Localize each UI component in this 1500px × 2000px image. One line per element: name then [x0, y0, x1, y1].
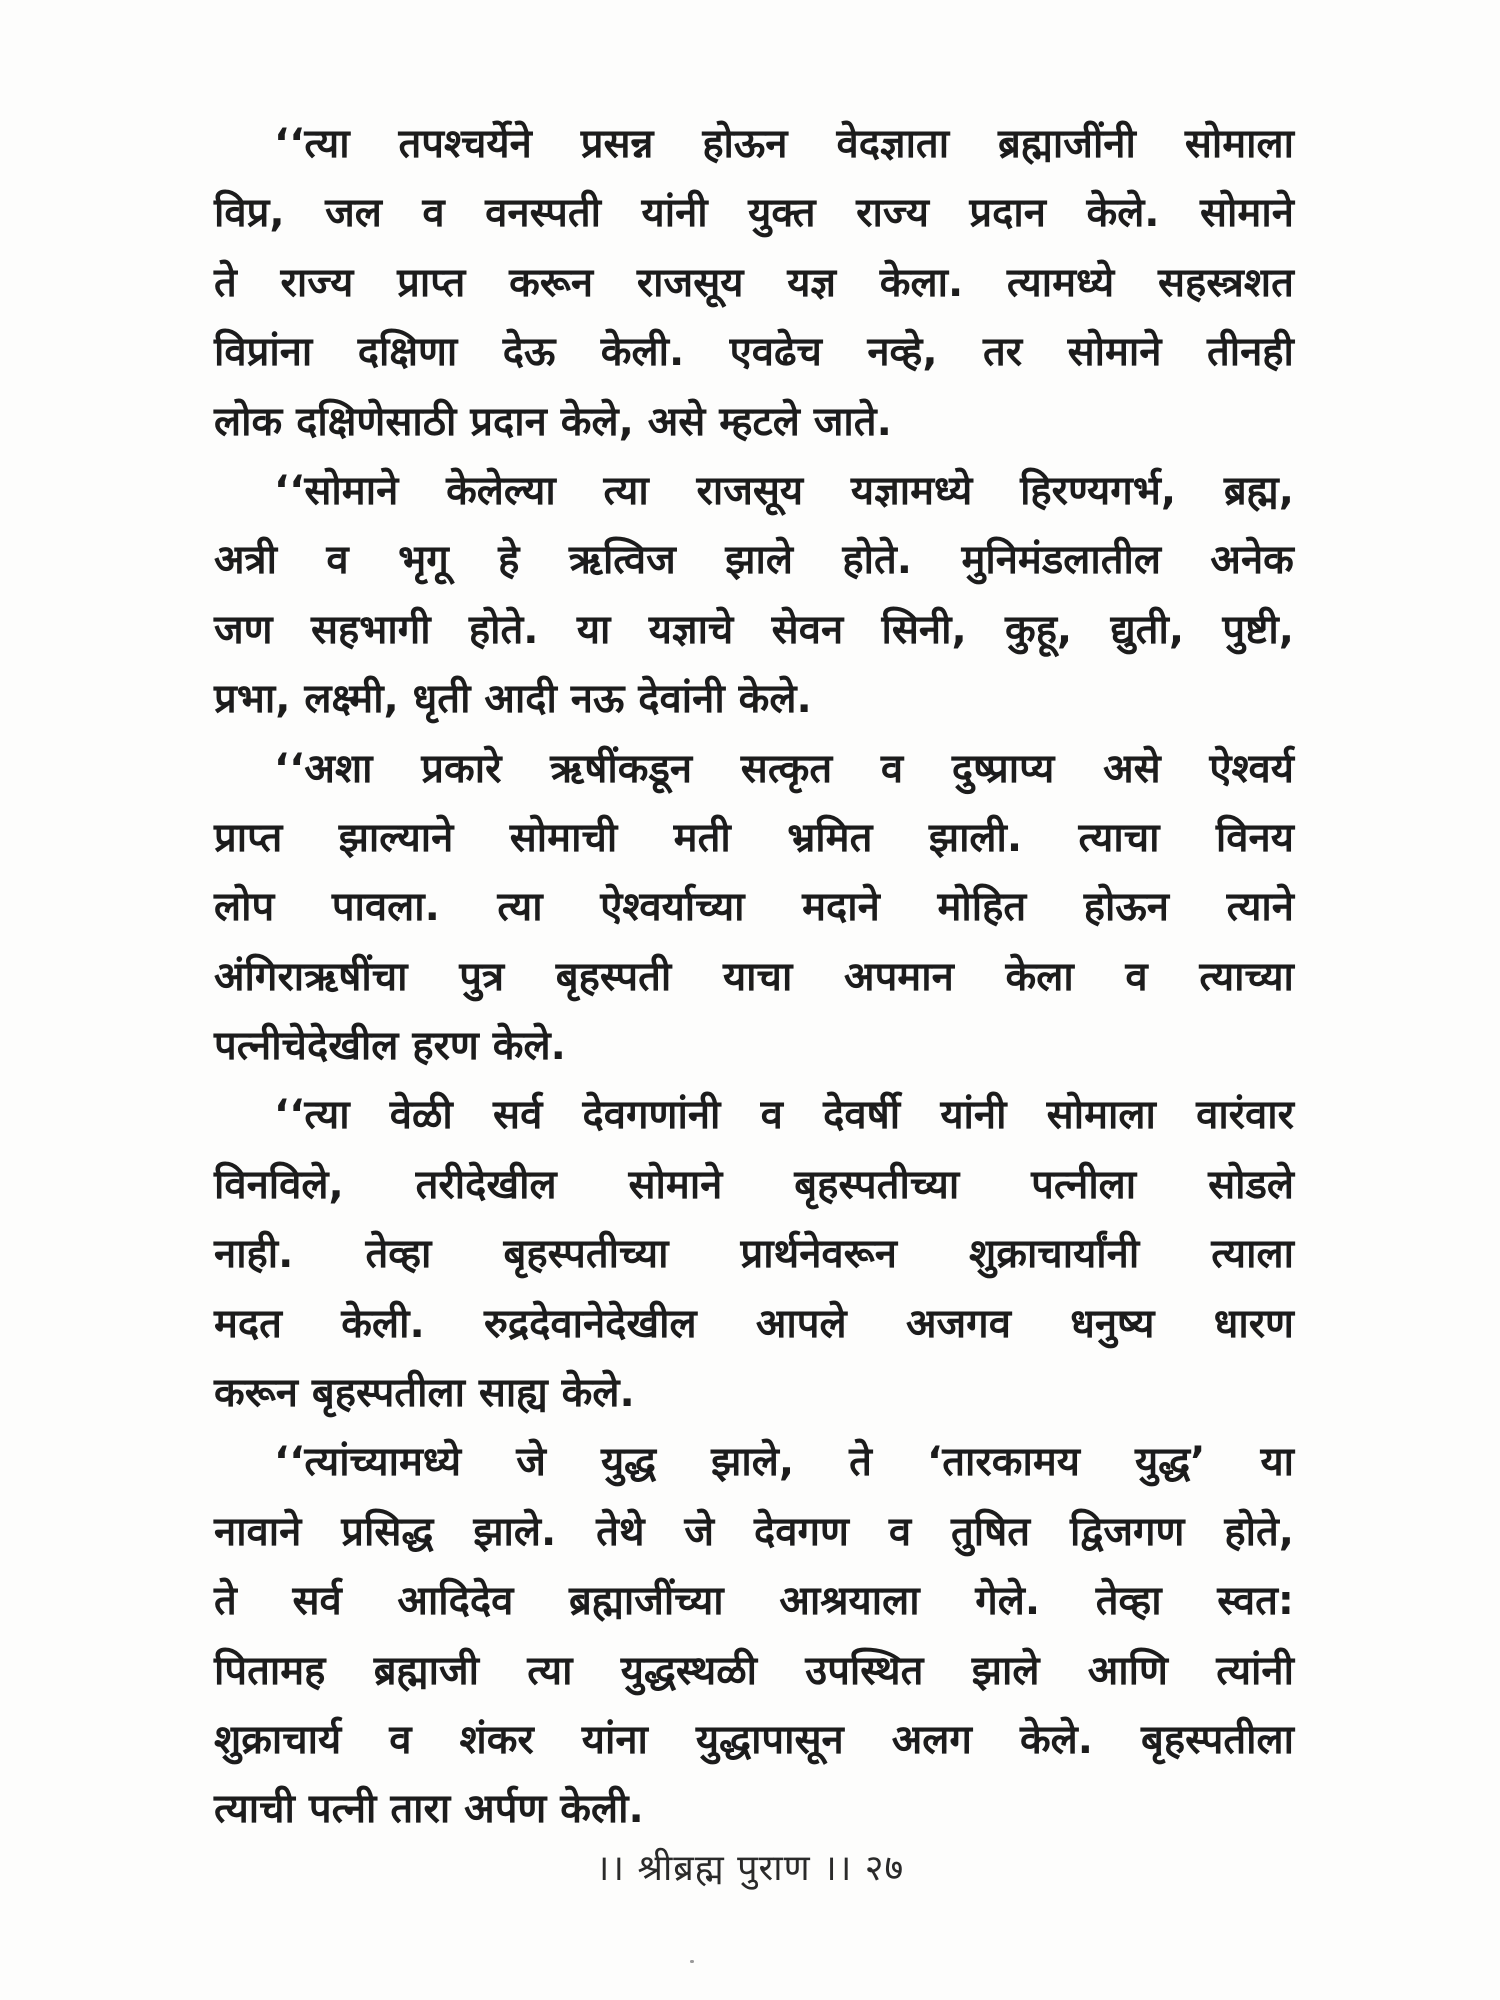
text-line: विनविले, तरीदेखील सोमाने बृहस्पतीच्या पत्नीला सोडले	[214, 1161, 1294, 1208]
text-line: लोक दक्षिणेसाठी प्रदान केले, असे म्हटले जाते.	[214, 398, 892, 445]
text-line: जण सहभागी होते. या यज्ञाचे सेवन सिनी, कुहू, द्युती, पुष्टी,	[214, 606, 1294, 653]
text-line: लोप पावला. त्या ऐश्वर्याच्या मदाने मोहित होऊन त्याने	[214, 884, 1294, 931]
page-footer: ।। श्रीब्रह्म पुराण ।। २७	[595, 1848, 905, 1889]
text-line: त्याची पत्नी तारा अर्पण केली.	[214, 1786, 644, 1833]
print-speck	[690, 1960, 694, 1963]
text-line: अत्री व भृगू हे ऋत्विज झाले होते. मुनिमंडलातील अनेक	[214, 537, 1294, 584]
text-line: प्रभा, लक्ष्मी, धृती आदी नऊ देवांनी केले.	[214, 676, 812, 723]
text-line: ‘‘सोमाने केलेल्या त्या राजसूय यज्ञामध्ये हिरण्यगर्भ, ब्रह्म,	[274, 467, 1294, 514]
paragraph	[214, 1428, 1294, 1844]
text-line: शुक्राचार्य व शंकर यांना युद्धापासून अलग केले. बृहस्पतीला	[214, 1716, 1294, 1763]
text-line: नावाने प्रसिद्ध झाले. तेथे जे देवगण व तुषित द्विजगण होते,	[214, 1508, 1294, 1555]
text-line: विप्रांना दक्षिणा देऊ केली. एवढेच नव्हे, तर सोमाने तीनही	[214, 329, 1294, 376]
text-line: मदत केली. रुद्रदेवानेदेखील आपले अजगव धनुष्य धारण	[214, 1300, 1294, 1347]
paragraph	[214, 1081, 1294, 1428]
text-line: प्राप्त झाल्याने सोमाची मती भ्रमित झाली. त्याचा विनय	[214, 814, 1294, 861]
paragraph	[214, 110, 1294, 457]
paragraph	[214, 735, 1294, 1082]
text-line: विप्र, जल व वनस्पती यांनी युक्त राज्य प्रदान केले. सोमाने	[214, 190, 1294, 237]
text-line: करून बृहस्पतीला साह्य केले.	[214, 1370, 635, 1417]
body-text	[214, 110, 1294, 1845]
text-line: ते सर्व आदिदेव ब्रह्माजींच्या आश्रयाला गेले. तेव्हा स्वत:	[214, 1578, 1294, 1625]
text-line: ते राज्य प्राप्त करून राजसूय यज्ञ केला. त्यामध्ये सहस्त्रशत	[214, 259, 1294, 306]
text-line: पितामह ब्रह्माजी त्या युद्धस्थळी उपस्थित झाले आणि त्यांनी	[214, 1647, 1294, 1694]
text-line: ‘‘त्या वेळी सर्व देवगणांनी व देवर्षी यांनी सोमाला वारंवार	[274, 1092, 1294, 1139]
text-line: ‘‘अशा प्रकारे ऋषींकडून सत्कृत व दुष्प्राप्य असे ऐश्वर्य	[274, 745, 1294, 792]
text-line: नाही. तेव्हा बृहस्पतीच्या प्रार्थनेवरून शुक्राचार्यांनी त्याला	[214, 1231, 1294, 1278]
text-line: ‘‘त्यांच्यामध्ये जे युद्ध झाले, ते ‘तारकामय युद्ध’ या	[274, 1439, 1294, 1486]
text-line: ‘‘त्या तपश्चर्येने प्रसन्न होऊन वेदज्ञाता ब्रह्माजींनी सोमाला	[274, 121, 1294, 167]
paragraph	[214, 457, 1294, 735]
text-line: पत्नीचेदेखील हरण केले.	[214, 1023, 566, 1070]
text-line: अंगिराऋषींचा पुत्र बृहस्पती याचा अपमान केला व त्याच्या	[214, 953, 1294, 1000]
